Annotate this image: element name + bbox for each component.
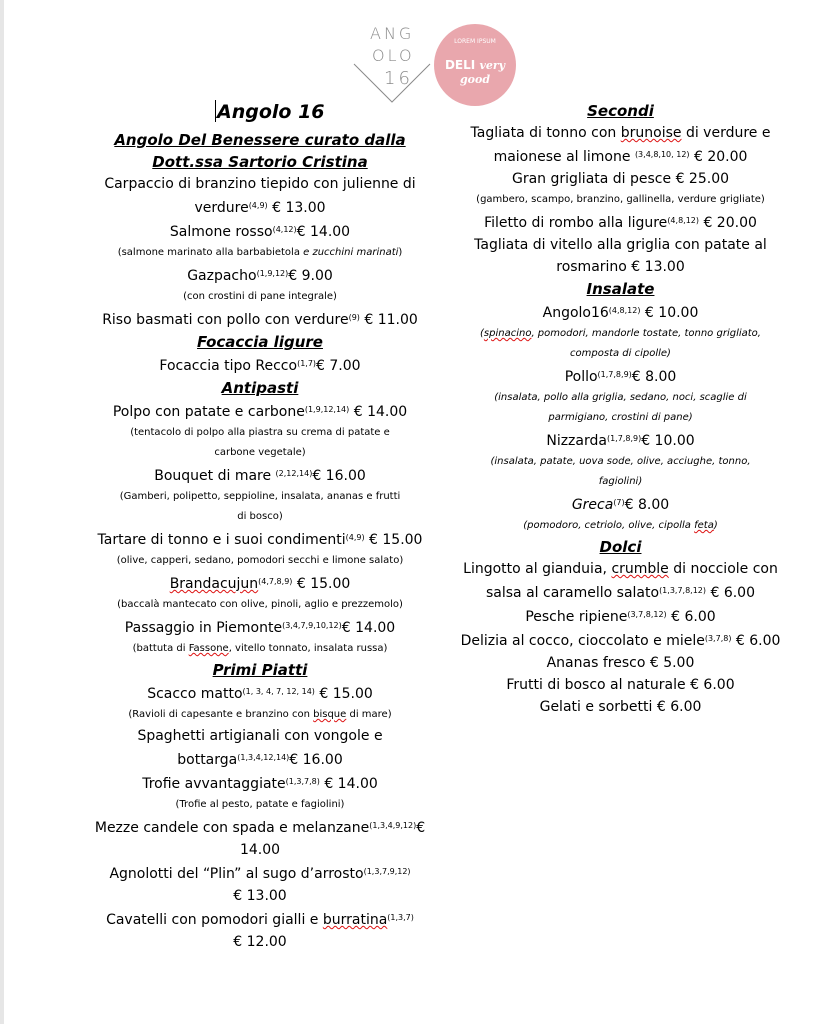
riso-name: Riso basmati con pollo con verdure bbox=[102, 312, 349, 328]
salmone-note-c: ) bbox=[398, 247, 403, 258]
greca-price: € 8.00 bbox=[624, 497, 670, 513]
item-lingotto-line1 bbox=[448, 558, 793, 580]
pollo-price: € 8.00 bbox=[631, 369, 677, 385]
brandacujun-name: Brandacujun bbox=[169, 576, 259, 592]
angolo16-allergens: (4,8,12) bbox=[608, 306, 641, 315]
note-grigliata: (gambero, scampo, branzino, gallinella, verdure grigliate) bbox=[476, 194, 765, 205]
item-carpaccio-line2 bbox=[70, 195, 450, 219]
angolo16-price: € 10.00 bbox=[640, 305, 699, 321]
item-scacco bbox=[70, 681, 450, 705]
piemonte-allergens: (3,4,7,9,10,12) bbox=[282, 621, 342, 630]
section-antipasti: Antipasti bbox=[221, 379, 299, 397]
cavatelli-name-a: Cavatelli con pomodori gialli e bbox=[106, 912, 323, 928]
trofie-name: Trofie avvantaggiate bbox=[142, 776, 286, 792]
item-tagliata-tonno-line1 bbox=[448, 122, 793, 144]
item-salmone bbox=[70, 219, 450, 243]
angolo16-name: Angolo16 bbox=[542, 305, 609, 321]
note-pollo-1: (insalata, pollo alla griglia, sedano, noci, scaglie di bbox=[494, 392, 747, 403]
salmone-note-a: (salmone marinato alla barbabietola bbox=[117, 247, 304, 258]
greca-note-a: (pomodoro, cetriolo, olive, cipolla bbox=[523, 520, 695, 531]
note-bouquet-2: di bosco) bbox=[237, 511, 283, 522]
note-gazpacho: (con crostini di pane integrale) bbox=[183, 291, 337, 302]
menu-title-text: Angolo 16 bbox=[217, 101, 325, 123]
note-piemonte bbox=[70, 639, 450, 659]
bouquet-allergens: (2,12,14) bbox=[275, 469, 313, 478]
tagliata-tonno-a: Tagliata di tonno con bbox=[470, 125, 621, 141]
agnolotti-allergens: (1,3,7,9,12) bbox=[363, 867, 411, 876]
piemonte-name: Passaggio in Piemonte bbox=[124, 620, 283, 636]
section-benessere-2: Dott.ssa Sartorio Cristina bbox=[152, 153, 368, 171]
logo-line-2: OLO bbox=[372, 46, 415, 65]
piemonte-price: € 14.00 bbox=[341, 620, 396, 636]
brandacujun-price: € 15.00 bbox=[292, 576, 351, 592]
badge-top-text: LOREM IPSUM bbox=[454, 38, 496, 45]
note-pollo-2: parmigiano, crostini di pane) bbox=[548, 412, 693, 423]
item-frutti: Frutti di bosco al naturale € 6.00 bbox=[506, 677, 735, 693]
focaccia-name: Focaccia tipo Recco bbox=[159, 358, 298, 374]
item-vitello-line1: Tagliata di vitello alla griglia con patate al bbox=[474, 237, 767, 253]
logo-line-1: ANG bbox=[370, 24, 415, 43]
pesche-allergens: (3,7,8,12) bbox=[627, 610, 667, 619]
salmone-allergens: (4,12) bbox=[272, 225, 297, 234]
piemonte-note-c: , vitello tonnato, insalata russa) bbox=[228, 643, 388, 654]
item-cavatelli bbox=[70, 907, 450, 931]
nizzarda-price: € 10.00 bbox=[641, 433, 695, 449]
note-nizzarda-1: (insalata, patate, uova sode, olive, acciughe, tonno, bbox=[490, 456, 751, 467]
item-bouquet bbox=[70, 463, 450, 487]
gazpacho-name: Gazpacho bbox=[187, 268, 257, 284]
note-angolo16-1 bbox=[448, 324, 793, 344]
polpo-price: € 14.00 bbox=[349, 404, 408, 420]
item-gelati: Gelati e sorbetti € 6.00 bbox=[539, 699, 702, 715]
item-rombo bbox=[448, 210, 793, 234]
focaccia-allergens: (1,7) bbox=[297, 359, 317, 368]
note-nizzarda-2: fagiolini) bbox=[598, 476, 643, 487]
delizia-allergens: (3,7,8) bbox=[704, 634, 732, 643]
trofie-allergens: (1,3,7,8) bbox=[285, 777, 320, 786]
nizzarda-allergens: (1,7,8,9) bbox=[606, 434, 642, 443]
note-polpo-2: carbone vegetale) bbox=[214, 447, 306, 458]
scacco-note-b: bisque bbox=[313, 709, 347, 720]
item-mezze-line1 bbox=[70, 815, 450, 839]
angolo16-note-c: , pomodori, mandorle tostate, tonno grigliato, bbox=[531, 328, 761, 339]
greca-allergens: (7) bbox=[613, 498, 625, 507]
lingotto-price: € 6.00 bbox=[706, 585, 755, 601]
lingotto-name2: salsa al caramello salato bbox=[486, 585, 660, 601]
item-mezze-line2: 14.00 bbox=[239, 842, 281, 858]
note-polpo-1: (tentacolo di polpo alla piastra su crema di patate e bbox=[130, 427, 390, 438]
tagliata-tonno-name2: maionese al limone bbox=[493, 149, 635, 165]
spaghetti-allergens: (1,3,4,12,14) bbox=[237, 753, 290, 762]
mezze-allergens: (1,3,4,9,12) bbox=[369, 821, 417, 830]
spaghetti-price: € 16.00 bbox=[289, 752, 343, 768]
item-pollo bbox=[448, 364, 793, 388]
mezze-name: Mezze candele con spada e melanzane bbox=[94, 820, 370, 836]
item-trofie bbox=[70, 771, 450, 795]
tartare-price: € 15.00 bbox=[364, 532, 423, 548]
page-edge bbox=[0, 0, 4, 1024]
pesche-price: € 6.00 bbox=[666, 609, 716, 625]
trofie-price: € 14.00 bbox=[319, 776, 378, 792]
menu-title bbox=[70, 100, 450, 123]
deli-badge bbox=[434, 24, 516, 106]
delizia-price: € 6.00 bbox=[731, 633, 781, 649]
section-insalate: Insalate bbox=[586, 280, 655, 298]
carpaccio-allergens: (4,9) bbox=[248, 201, 268, 210]
greca-note-c: ) bbox=[713, 520, 718, 531]
note-bouquet-1: (Gamberi, polipetto, seppioline, insalata, ananas e frutti bbox=[119, 491, 401, 502]
scacco-allergens: (1, 3, 4, 7, 12, 14) bbox=[242, 687, 315, 696]
cavatelli-name-b: burratina bbox=[322, 912, 388, 928]
polpo-allergens: (1,9,12,14) bbox=[304, 405, 350, 414]
tartare-allergens: (4,9) bbox=[345, 533, 365, 542]
item-piemonte bbox=[70, 615, 450, 639]
item-spaghetti-line1: Spaghetti artigianali con vongole e bbox=[137, 728, 383, 744]
salmone-name: Salmone rosso bbox=[169, 224, 273, 240]
pollo-name: Pollo bbox=[564, 369, 598, 385]
note-brandacujun: (baccalà mantecato con olive, pinoli, aglio e prezzemolo) bbox=[117, 599, 403, 610]
agnolotti-name: Agnolotti del “Plin” al sugo d’arrosto bbox=[109, 866, 364, 882]
item-gazpacho bbox=[70, 263, 450, 287]
spaghetti-name: bottarga bbox=[177, 752, 238, 768]
riso-allergens: (9) bbox=[348, 313, 360, 322]
item-pesche bbox=[448, 604, 793, 628]
restaurant-logo bbox=[350, 20, 530, 104]
delizia-name: Delizia al cocco, cioccolato e miele bbox=[460, 633, 705, 649]
rombo-allergens: (4,8,12) bbox=[667, 216, 699, 225]
nizzarda-name: Nizzarda bbox=[546, 433, 607, 449]
rombo-price: € 20.00 bbox=[699, 215, 757, 231]
item-grigliata: Gran grigliata di pesce € 25.00 bbox=[511, 171, 730, 187]
cursor-bar bbox=[215, 100, 216, 122]
item-nizzarda bbox=[448, 428, 793, 452]
lingotto-c: di nocciole con bbox=[668, 561, 778, 577]
scacco-price: € 15.00 bbox=[314, 686, 373, 702]
item-agnolotti-price: € 13.00 bbox=[233, 888, 287, 904]
angolo16-note-a: ( bbox=[480, 328, 484, 339]
item-ananas: Ananas fresco € 5.00 bbox=[546, 655, 695, 671]
gazpacho-allergens: (1,9,12) bbox=[256, 269, 289, 278]
item-brandacujun bbox=[70, 571, 450, 595]
scacco-name: Scacco matto bbox=[147, 686, 243, 702]
brandacujun-allergens: (4,7,8,9) bbox=[258, 577, 293, 586]
tagliata-tonno-allergens: (3,4,8,10, 12) bbox=[634, 150, 690, 159]
salmone-note-b: e zucchini marinati bbox=[303, 247, 399, 258]
note-salmone bbox=[70, 243, 450, 263]
tagliata-tonno-c: di verdure e bbox=[681, 125, 771, 141]
lingotto-a: Lingotto al gianduia, bbox=[463, 561, 612, 577]
right-column bbox=[448, 100, 793, 718]
item-angolo16 bbox=[448, 300, 793, 324]
piemonte-note-a: (battuta di bbox=[132, 643, 189, 654]
left-column bbox=[70, 100, 450, 953]
item-vitello-line2: rosmarino € 13.00 bbox=[556, 259, 685, 275]
riso-price: € 11.00 bbox=[359, 312, 418, 328]
bouquet-price: € 16.00 bbox=[312, 468, 366, 484]
item-greca bbox=[448, 492, 793, 516]
greca-note-b: feta bbox=[694, 520, 714, 531]
note-trofie: (Trofie al pesto, patate e fagiolini) bbox=[175, 799, 345, 810]
item-delizia bbox=[448, 628, 793, 652]
polpo-name: Polpo con patate e carbone bbox=[112, 404, 305, 420]
scacco-note-c: di mare) bbox=[346, 709, 392, 720]
item-riso bbox=[70, 307, 450, 331]
tagliata-tonno-b: brunoise bbox=[620, 125, 682, 141]
scacco-note-a: (Ravioli di capesante e branzino con bbox=[128, 709, 314, 720]
item-lingotto-line2 bbox=[448, 580, 793, 604]
badge-good: good bbox=[459, 73, 491, 86]
item-polpo bbox=[70, 399, 450, 423]
carpaccio-name: verdure bbox=[194, 200, 249, 216]
logo-line-3: 16 bbox=[384, 68, 413, 89]
badge-very: very bbox=[479, 59, 506, 72]
lingotto-allergens: (1,3,7,8,12) bbox=[659, 586, 707, 595]
item-tartare bbox=[70, 527, 450, 551]
tartare-name: Tartare di tonno e i suoi condimenti bbox=[97, 532, 346, 548]
note-scacco bbox=[70, 705, 450, 725]
angolo16-note-b: spinacino bbox=[483, 328, 532, 339]
note-greca bbox=[448, 516, 793, 536]
section-primi: Primi Piatti bbox=[212, 661, 308, 679]
item-cavatelli-price: € 12.00 bbox=[233, 934, 287, 950]
pesche-name: Pesche ripiene bbox=[525, 609, 628, 625]
greca-name: Greca bbox=[571, 497, 614, 513]
item-focaccia bbox=[70, 353, 450, 377]
item-agnolotti bbox=[70, 861, 450, 885]
rombo-name: Filetto di rombo alla ligure bbox=[484, 215, 668, 231]
note-angolo16-2: composta di cipolle) bbox=[570, 348, 671, 359]
lingotto-b: crumble bbox=[611, 561, 669, 577]
carpaccio-price: € 13.00 bbox=[267, 200, 326, 216]
badge-main-text bbox=[434, 58, 516, 86]
note-tartare: (olive, capperi, sedano, pomodori secchi e limone salato) bbox=[116, 555, 404, 566]
cavatelli-allergens: (1,3,7) bbox=[387, 913, 414, 922]
tagliata-tonno-price: € 20.00 bbox=[689, 149, 748, 165]
pollo-allergens: (1,7,8,9) bbox=[597, 370, 632, 379]
section-benessere-1: Angolo Del Benessere curato dalla bbox=[114, 131, 406, 149]
item-tagliata-tonno-line2 bbox=[448, 144, 793, 168]
section-secondi: Secondi bbox=[587, 102, 654, 120]
item-carpaccio-line1: Carpaccio di branzino tiepido con julienne di bbox=[104, 176, 416, 192]
item-spaghetti-line2 bbox=[70, 747, 450, 771]
section-dolci: Dolci bbox=[599, 538, 642, 556]
section-focaccia: Focaccia ligure bbox=[197, 333, 323, 351]
salmone-price: € 14.00 bbox=[296, 224, 351, 240]
mezze-euro: € bbox=[416, 820, 426, 836]
focaccia-price: € 7.00 bbox=[316, 358, 361, 374]
piemonte-note-b: Fassone bbox=[188, 643, 229, 654]
bouquet-name: Bouquet di mare bbox=[154, 468, 276, 484]
badge-deli: DELI bbox=[444, 58, 476, 72]
gazpacho-price: € 9.00 bbox=[288, 268, 333, 284]
